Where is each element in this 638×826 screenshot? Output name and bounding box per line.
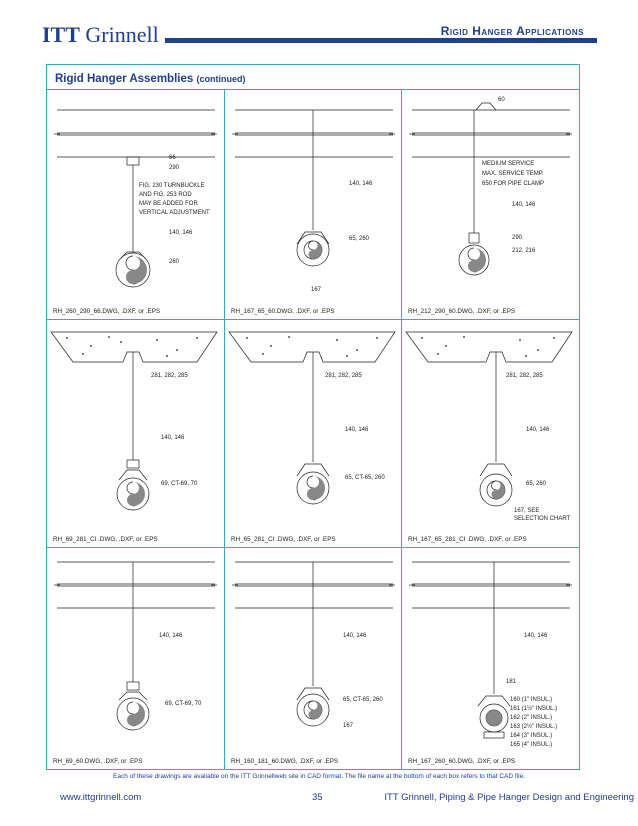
- label-saddle: 167: [343, 723, 354, 729]
- label-rod: 140, 146: [524, 633, 548, 639]
- label-rod: 140, 146: [345, 427, 369, 433]
- label-saddle: 167: [311, 287, 322, 293]
- label-note: MAY BE ADDED FOR: [139, 201, 198, 207]
- label-60: 60: [498, 97, 505, 103]
- label-rod: 140, 146: [159, 633, 183, 639]
- label-saddle: 167, SEE: [514, 508, 540, 514]
- label-note: 650 FOR PIPE CLAMP: [482, 181, 545, 187]
- label-clamp: 260: [169, 259, 180, 265]
- panel-3: [402, 90, 579, 319]
- page-number: 35: [312, 792, 323, 803]
- label-clamp: 65, CT-65, 260: [345, 475, 385, 481]
- hanger-drawing: [402, 90, 579, 319]
- cad-filename: RH_167_65_281_CI .DWG, .DXF, or .EPS: [408, 536, 527, 543]
- panel-7: [47, 548, 224, 769]
- cad-filename: RH_69_281_CI .DWG, .DXF, or .EPS: [53, 536, 158, 543]
- label-bracket: 281, 282, 285: [151, 373, 188, 379]
- cad-filename: RH_167_260_60.DWG, .DXF, or .EPS: [408, 758, 516, 765]
- hanger-drawing: [402, 320, 579, 547]
- label-rod: 140, 146: [343, 633, 367, 639]
- label-bracket: 281, 282, 285: [325, 373, 362, 379]
- cad-filename: RH_167_65_60.DWG, .DXF, or .EPS: [231, 308, 335, 315]
- label-clamp: 65, CT-65, 260: [343, 697, 383, 703]
- hanger-drawing: [402, 548, 579, 769]
- label-clamp: 69, CT-69, 70: [165, 701, 202, 707]
- panel-8: [225, 548, 401, 769]
- label-note: FIG. 230 TURNBUCKLE: [139, 183, 205, 189]
- panel-2: [225, 90, 401, 319]
- page-header: [0, 0, 638, 62]
- label-rod: 140, 146: [512, 202, 536, 208]
- page-title: Rigid Hanger Applications: [440, 24, 584, 38]
- label-note: MEDIUM SERVICE: [482, 161, 535, 167]
- cad-filename: RH_260_290_66.DWG, .DXF, or .EPS: [53, 308, 161, 315]
- label-290: 290: [169, 165, 180, 171]
- assemblies-frame: [46, 64, 580, 770]
- label-insulation: 163 (2½" INSUL.): [510, 724, 558, 730]
- label-rod: 140, 146: [169, 230, 193, 236]
- hanger-drawing: [47, 320, 224, 547]
- panel-4: [47, 320, 224, 547]
- panel-5: [225, 320, 401, 547]
- label-181: 181: [506, 679, 517, 685]
- label-clamp: 212, 216: [512, 248, 536, 254]
- label-note: AND FIG. 253 ROD: [139, 192, 192, 198]
- hanger-drawing: [47, 548, 224, 769]
- cad-availability-note: Each of these drawings are available on the ITT Grinnellweb site in CAD format. The file name at the bottom of each box refers to that CAD file.: [113, 773, 525, 780]
- panel-9: [402, 548, 579, 769]
- label-insulation: 164 (3" INSUL.): [510, 733, 553, 739]
- label-290: 290: [512, 235, 523, 241]
- label-insulation: 160 (1" INSUL.): [510, 697, 553, 703]
- label-bracket: 281, 282, 285: [506, 373, 543, 379]
- label-insulation: 165 (4" INSUL.): [510, 742, 553, 748]
- label-rod: 140, 146: [349, 181, 373, 187]
- website-link[interactable]: www.ittgrinnell.com: [60, 792, 142, 803]
- panel-6: [402, 320, 579, 547]
- label-insulation: 161 (1½" INSUL.): [510, 706, 558, 712]
- label-note: MAX. SERVICE TEMP.: [482, 171, 544, 177]
- cad-filename: RH_65_281_CI .DWG, .DXF, or .EPS: [231, 536, 336, 543]
- label-66: 66: [169, 155, 176, 161]
- cad-filename: RH_69_60.DWG, .DXF, or .EPS: [53, 758, 143, 765]
- label-rod: 140, 146: [526, 427, 550, 433]
- section-title: Rigid Hanger Assemblies (continued): [55, 73, 246, 85]
- hanger-drawing: [225, 548, 401, 769]
- panel-1: [47, 90, 224, 319]
- hanger-drawing: [225, 320, 401, 547]
- publication-title: ITT Grinnell, Piping & Pipe Hanger Design and Engineering: [384, 792, 634, 803]
- label-clamp: 65, 260: [349, 236, 370, 242]
- label-clamp: 69, CT-69, 70: [161, 481, 198, 487]
- cad-filename: RH_212_290_60.DWG, .DXF, or .EPS: [408, 308, 516, 315]
- cad-filename: RH_160_181_60.DWG, .DXF, or .EPS: [231, 758, 339, 765]
- header-rule: [165, 38, 597, 43]
- label-rod: 140, 146: [161, 435, 185, 441]
- label-saddle: SELECTION CHART: [514, 516, 571, 522]
- hanger-drawing: [225, 90, 401, 319]
- label-note: VERTICAL ADJUSTMENT: [139, 210, 210, 216]
- label-clamp: 65, 260: [526, 481, 547, 487]
- label-insulation: 162 (2" INSUL.): [510, 715, 553, 721]
- brand-logo: ITT Grinnell: [42, 22, 159, 47]
